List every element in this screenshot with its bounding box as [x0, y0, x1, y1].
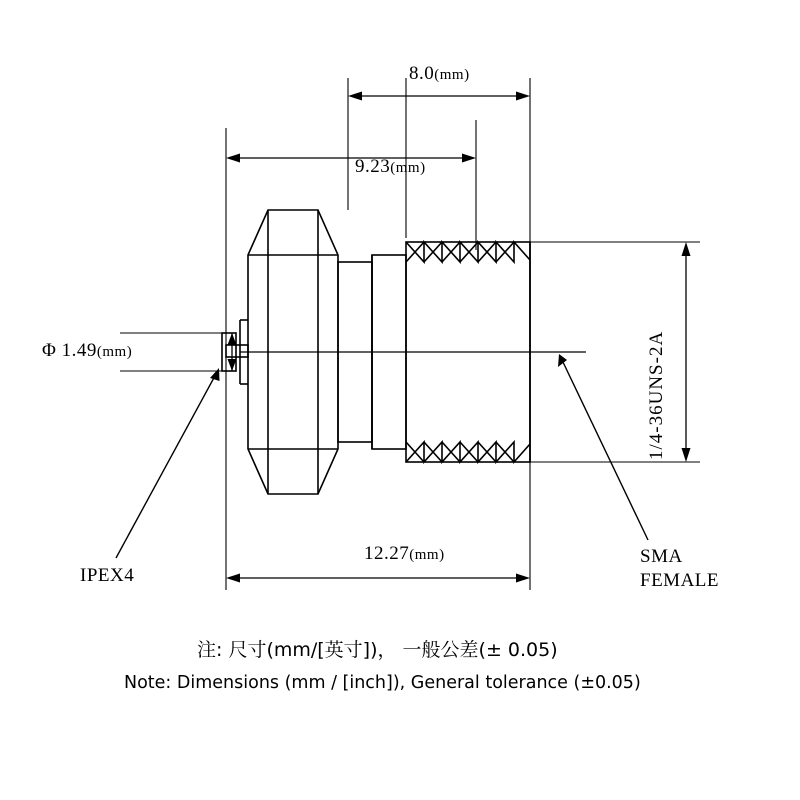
dimension-overall-length: 12.27(mm) — [364, 543, 445, 564]
callout-leaders — [116, 354, 648, 558]
dimension-thread-length: 8.0(mm) — [409, 63, 470, 84]
extension-lines — [120, 78, 700, 590]
callout-female: FEMALE — [640, 570, 719, 591]
callout-sma: SMA — [640, 546, 683, 567]
callout-ipex4: IPEX4 — [80, 565, 135, 586]
dimension-body-length: 9.23(mm) — [355, 156, 426, 177]
note-chinese: 注: 尺寸(mm/[英寸])， 一般公差(± 0.05) — [197, 639, 558, 661]
dimension-thread-spec: 1/4-36UNS-2A — [646, 330, 667, 460]
dimension-arrows — [226, 92, 691, 583]
dimension-pin-diameter: Φ 1.49(mm) — [42, 340, 133, 361]
note-english: Note: Dimensions (mm / [inch]), General tolerance (±0.05) — [124, 673, 641, 693]
